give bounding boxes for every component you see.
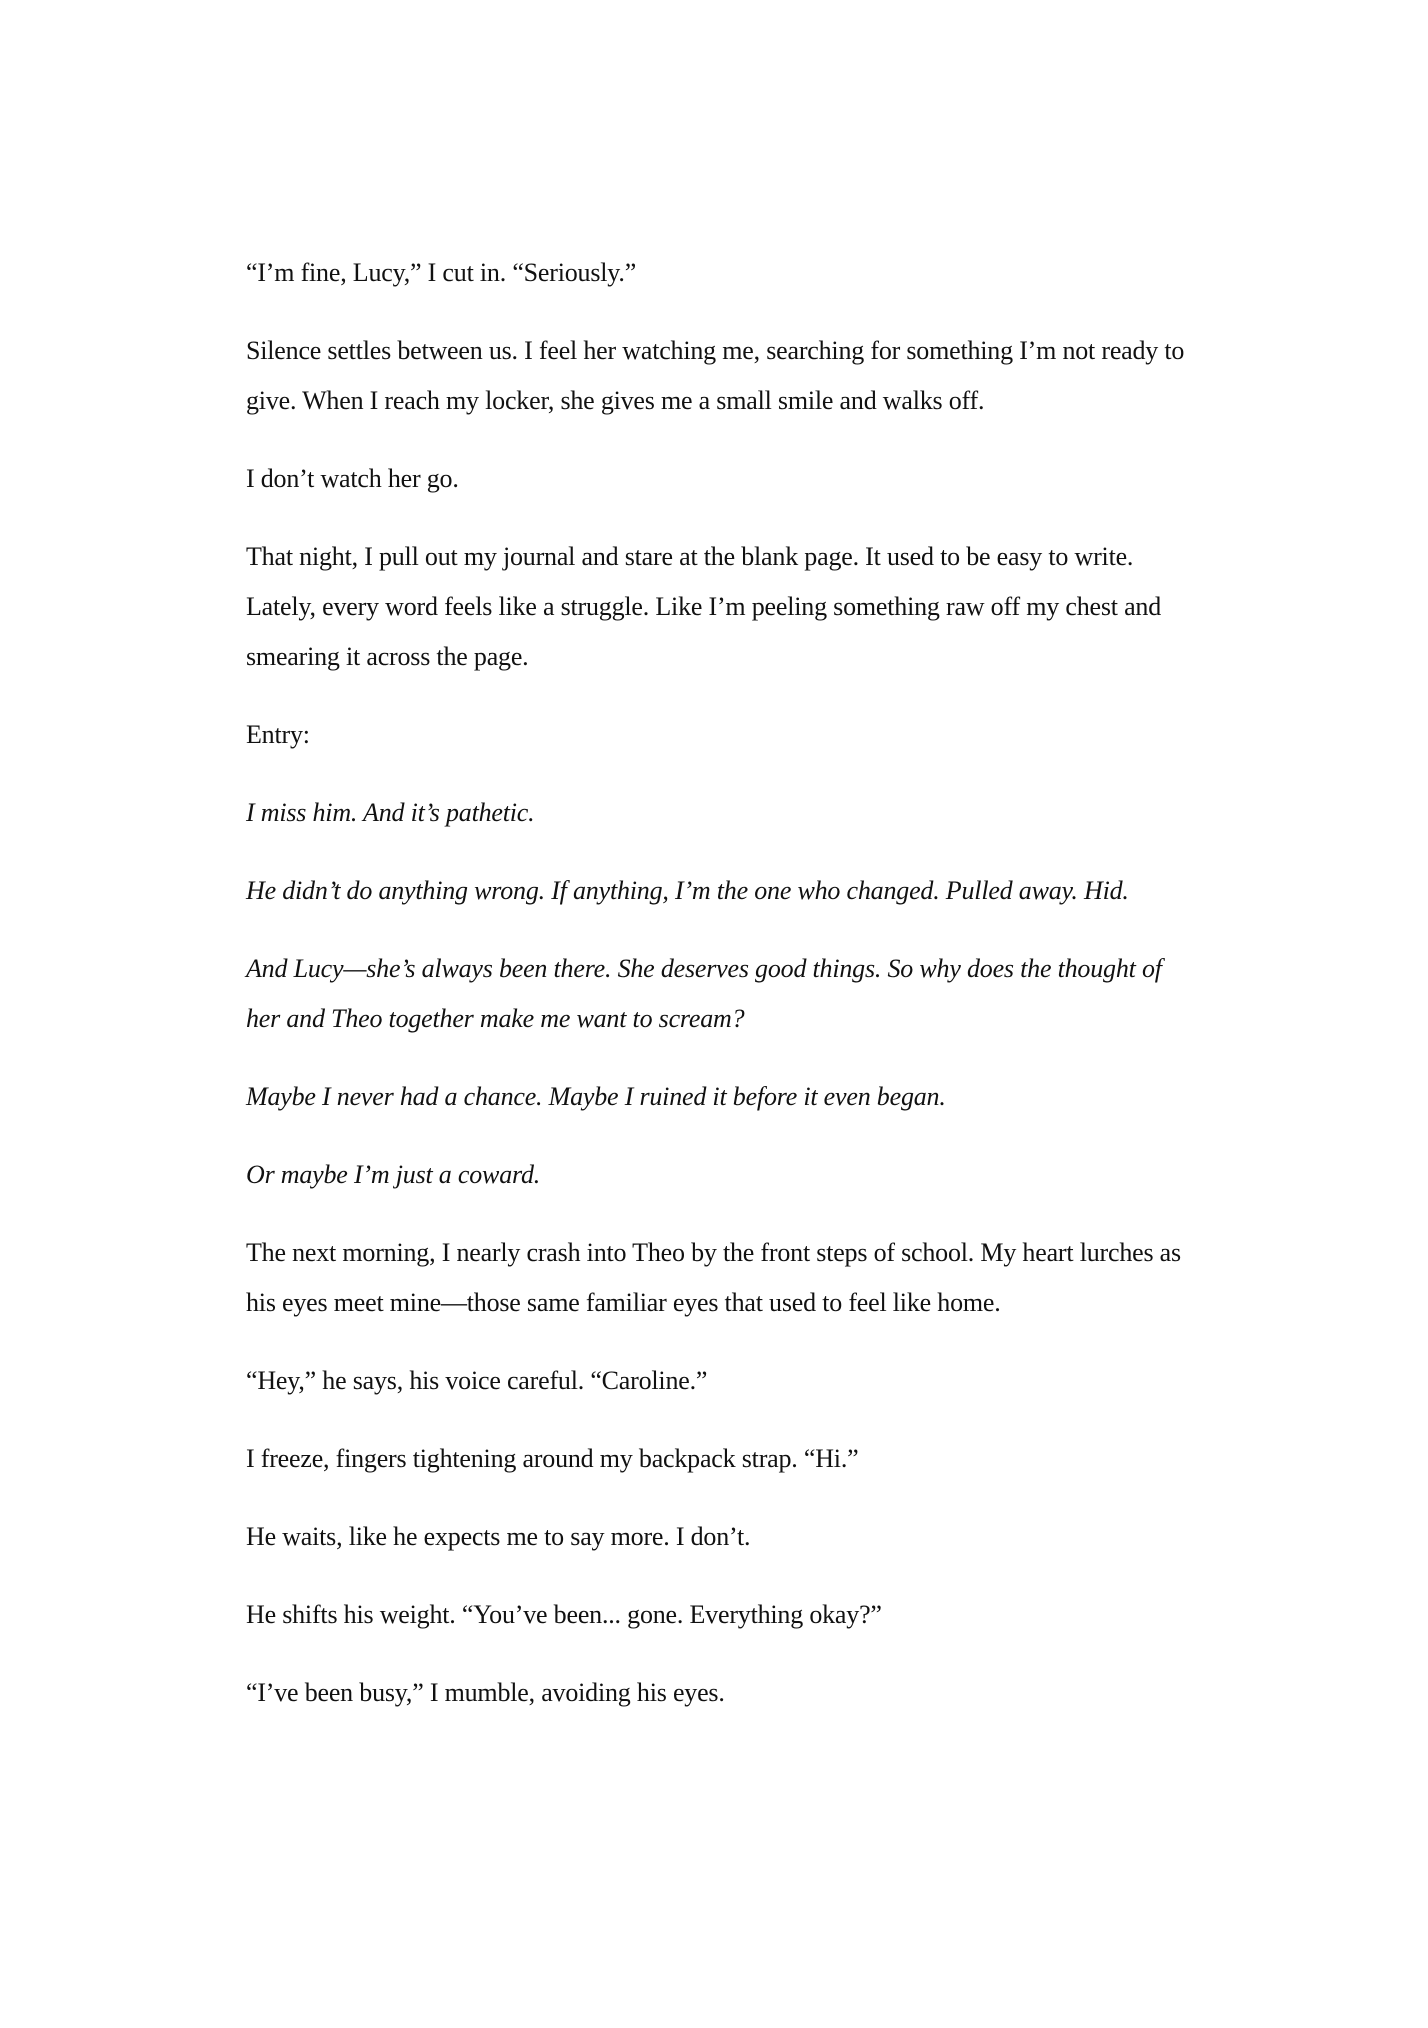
document-body (246, 248, 1196, 1746)
journal-paragraph: Or maybe I’m just a coward. (246, 1160, 541, 1189)
paragraph: I freeze, fingers tightening around my backpack strap. “Hi.” (246, 1444, 859, 1473)
journal-paragraph: He didn’t do anything wrong. If anything, I’m the one who changed. Pulled away. Hid. (246, 876, 1129, 905)
journal-paragraph: Maybe I never had a chance. Maybe I ruined it before it even began. (246, 1082, 946, 1111)
paragraph: He waits, like he expects me to say more. I don’t. (246, 1522, 751, 1551)
paragraph: Silence settles between us. I feel her watching me, searching for something I’m not ready to give. When I reach my locker, she gives me a small smile and walks off. (246, 336, 1185, 415)
paragraph: Entry: (246, 720, 310, 749)
journal-paragraph: I miss him. And it’s pathetic. (246, 798, 535, 827)
paragraph: “I’m fine, Lucy,” I cut in. “Seriously.” (246, 258, 637, 287)
paragraph: “I’ve been busy,” I mumble, avoiding his eyes. (246, 1678, 725, 1707)
journal-paragraph: And Lucy—she’s always been there. She deserves good things. So why does the thought of her and Theo together make me want to scream? (246, 954, 1162, 1033)
paragraph: I don’t watch her go. (246, 464, 459, 493)
paragraph: He shifts his weight. “You’ve been... gone. Everything okay?” (246, 1600, 882, 1629)
paragraph: “Hey,” he says, his voice careful. “Caroline.” (246, 1366, 708, 1395)
paragraph: That night, I pull out my journal and stare at the blank page. It used to be easy to write. Lately, every word feels like a struggle. Like I’m peeling something raw off my chest and smearing it across the page. (246, 542, 1162, 671)
paragraph: The next morning, I nearly crash into Theo by the front steps of school. My heart lurches as his eyes meet mine—those same familiar eyes that used to feel like home. (246, 1238, 1181, 1317)
